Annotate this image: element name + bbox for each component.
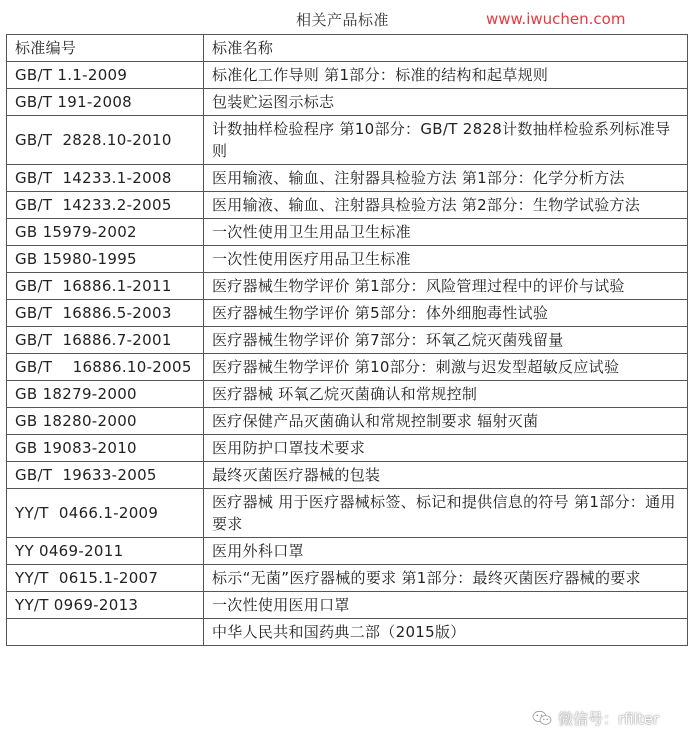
table-row (7, 354, 688, 381)
standard-code-cell (7, 619, 204, 646)
standard-name-cell: 医疗器械 用于医疗器械标签、标记和提供信息的符号 第1部分：通用要求 (204, 489, 688, 538)
wechat-icon (532, 710, 552, 726)
standard-code-cell: GB/T 14233.1-2008 (7, 165, 204, 192)
site-url-link[interactable]: www.iwuchen.com (486, 10, 626, 28)
standards-table-body (7, 35, 688, 646)
standard-code-cell: GB 18280-2000 (7, 408, 204, 435)
table-row (7, 489, 688, 538)
standard-code-cell: GB/T 191-2008 (7, 89, 204, 116)
table-row (7, 246, 688, 273)
page-title: 相关产品标准 (296, 11, 390, 29)
column-header-code: 标准编号 (7, 35, 204, 62)
standard-code-cell: YY 0469-2011 (7, 538, 204, 565)
standard-name-cell: 医疗器械生物学评价 第10部分：刺激与迟发型超敏反应试验 (204, 354, 688, 381)
standard-code-cell: GB/T 16886.10-2005 (7, 354, 204, 381)
standard-name-cell: 中华人民共和国药典二部（2015版） (204, 619, 688, 646)
column-header-name: 标准名称 (204, 35, 688, 62)
table-row (7, 619, 688, 646)
standard-code-cell: YY/T 0466.1-2009 (7, 489, 204, 538)
table-row (7, 300, 688, 327)
standard-code-cell: YY/T 0615.1-2007 (7, 565, 204, 592)
table-row (7, 327, 688, 354)
table-row (7, 435, 688, 462)
table-row (7, 192, 688, 219)
standard-code-cell: GB/T 16886.1-2011 (7, 273, 204, 300)
standard-name-cell: 医疗器械生物学评价 第5部分：体外细胞毒性试验 (204, 300, 688, 327)
watermark-text: 微信号：rfilter (558, 709, 660, 728)
table-row (7, 408, 688, 435)
wechat-watermark (532, 707, 659, 729)
standard-name-cell: 标示“无菌”医疗器械的要求 第1部分：最终灭菌医疗器械的要求 (204, 565, 688, 592)
standard-code-cell: GB/T 1.1-2009 (7, 62, 204, 89)
standard-name-cell: 一次性使用医用口罩 (204, 592, 688, 619)
title-bar (0, 0, 694, 34)
standard-code-cell: GB 18279-2000 (7, 381, 204, 408)
standard-code-cell: GB 19083-2010 (7, 435, 204, 462)
standard-name-cell: 最终灭菌医疗器械的包装 (204, 462, 688, 489)
standard-name-cell: 医疗器械 环氧乙烷灭菌确认和常规控制 (204, 381, 688, 408)
standard-name-cell: 一次性使用医疗用品卫生标准 (204, 246, 688, 273)
standard-code-cell: GB 15980-1995 (7, 246, 204, 273)
standard-name-cell: 医疗保健产品灭菌确认和常规控制要求 辐射灭菌 (204, 408, 688, 435)
table-row (7, 219, 688, 246)
table-row (7, 381, 688, 408)
table-row (7, 165, 688, 192)
table-row (7, 565, 688, 592)
standard-name-cell: 标准化工作导则 第1部分：标准的结构和起草规则 (204, 62, 688, 89)
standard-code-cell: GB/T 16886.7-2001 (7, 327, 204, 354)
standard-name-cell: 计数抽样检验程序 第10部分：GB/T 2828计数抽样检验系列标准导则 (204, 116, 688, 165)
standard-name-cell: 一次性使用卫生用品卫生标准 (204, 219, 688, 246)
table-row (7, 273, 688, 300)
table-header-row (7, 35, 688, 62)
table-row (7, 462, 688, 489)
standard-code-cell: GB 15979-2002 (7, 219, 204, 246)
standard-name-cell: 医用外科口罩 (204, 538, 688, 565)
standards-table (6, 34, 688, 646)
standard-code-cell: GB/T 16886.5-2003 (7, 300, 204, 327)
standard-name-cell: 医用输液、输血、注射器具检验方法 第2部分：生物学试验方法 (204, 192, 688, 219)
table-row (7, 538, 688, 565)
standard-code-cell: YY/T 0969-2013 (7, 592, 204, 619)
table-row (7, 89, 688, 116)
standard-code-cell: GB/T 14233.2-2005 (7, 192, 204, 219)
table-row (7, 62, 688, 89)
standard-name-cell: 包装贮运图示标志 (204, 89, 688, 116)
table-row (7, 116, 688, 165)
standard-name-cell: 医用防护口罩技术要求 (204, 435, 688, 462)
standard-code-cell: GB/T 2828.10-2010 (7, 116, 204, 165)
standard-name-cell: 医疗器械生物学评价 第7部分：环氧乙烷灭菌残留量 (204, 327, 688, 354)
standard-name-cell: 医疗器械生物学评价 第1部分：风险管理过程中的评价与试验 (204, 273, 688, 300)
table-row (7, 592, 688, 619)
standard-name-cell: 医用输液、输血、注射器具检验方法 第1部分：化学分析方法 (204, 165, 688, 192)
standard-code-cell: GB/T 19633-2005 (7, 462, 204, 489)
